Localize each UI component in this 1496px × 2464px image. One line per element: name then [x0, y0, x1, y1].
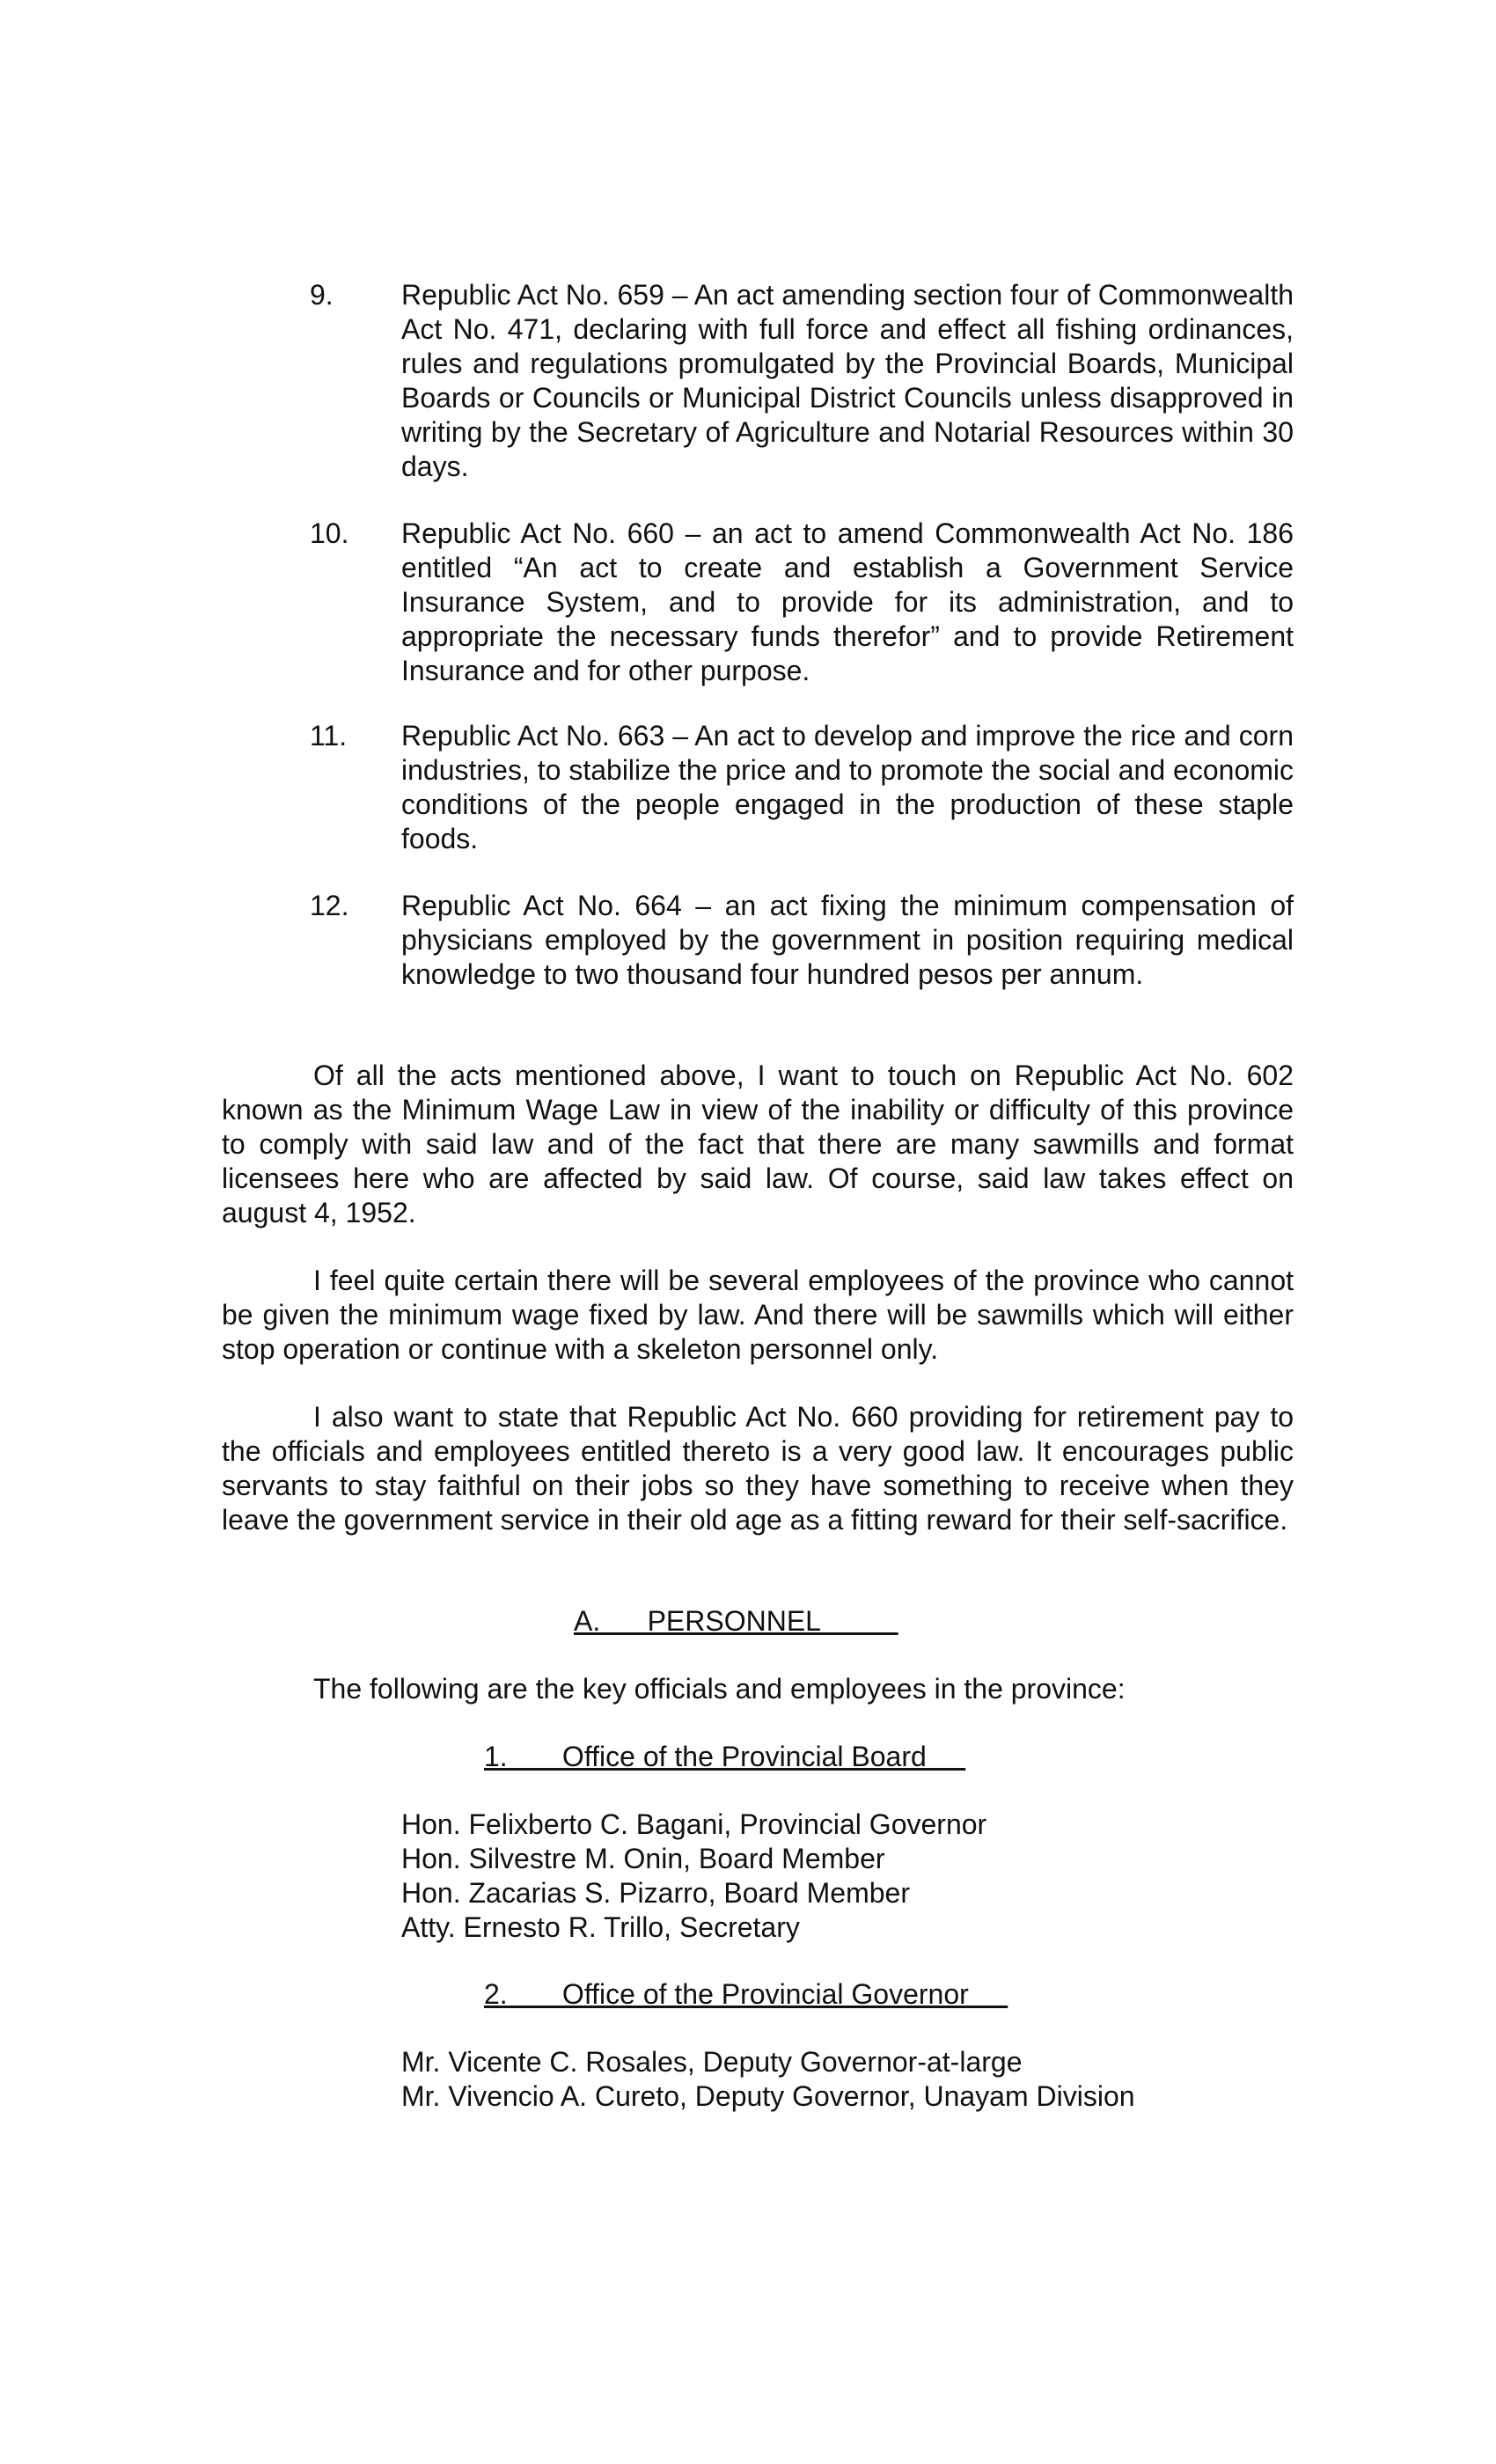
list-item-9: [310, 278, 1294, 484]
list-item-number: 9.: [310, 279, 334, 311]
personnel-intro: The following are the key officials and employees in the province:: [313, 1673, 1126, 1705]
paragraph-retirement: I also want to state that Republic Act No. 660 providing for retirement pay to the officials and employees entitled thereto is a very good law. It encourages public servants to stay faithful on their jobs so they have something to receive when they leave the government service in their old age as a fitting reward for their self-sacrifice.: [222, 1401, 1294, 1536]
section-heading-personnel: A. PERSONNEL: [574, 1605, 898, 1637]
provincial-board-list: [401, 1808, 1281, 1945]
list-item-number: 12.: [310, 890, 349, 921]
list-item-number: 10.: [310, 517, 349, 549]
official-name: Atty. Ernesto R. Trillo, Secretary: [401, 1911, 800, 1943]
official-name: Mr. Vivencio A. Cureto, Deputy Governor, Unayam Division: [401, 2080, 1135, 2112]
subheading-provincial-board: 1. Office of the Provincial Board: [484, 1741, 966, 1772]
paragraph-employees: I feel quite certain there will be several employees of the province who cannot be given the minimum wage fixed by law. And there will be sawmills which will either stop operation or continue with a skeleton personnel only.: [222, 1265, 1294, 1365]
official-name: Mr. Vicente C. Rosales, Deputy Governor-at-large: [401, 2046, 1023, 2078]
list-item-text: Republic Act No. 660 – an act to amend Commonwealth Act No. 186 entitled “An act to create and establish a Government Service Insurance System, and to provide for its administration, and to appropriate the necessary funds therefor” and to provide Retirement Insurance and for other purpose.: [401, 517, 1294, 686]
official-name: Hon. Silvestre M. Onin, Board Member: [401, 1843, 885, 1874]
list-item-text: Republic Act No. 659 – An act amending section four of Commonwealth Act No. 471, declaring with full force and effect all fishing ordinances, rules and regulations promulgated by the Provincial Boards, Municipal Boards or Councils or Municipal District Councils unless disapproved in writing by the Secretary of Agriculture and Notarial Resources within 30 days.: [401, 279, 1294, 482]
list-item-10: [310, 517, 1294, 688]
provincial-governor-list: [401, 2045, 1281, 2114]
list-item-text: Republic Act No. 664 – an act fixing the minimum compensation of physicians employed by the government in position requiring medical knowledge to two thousand four hundred pesos per annum.: [401, 890, 1294, 990]
paragraph-minimum-wage: Of all the acts mentioned above, I want to touch on Republic Act No. 602 known as the Minimum Wage Law in view of the inability or difficulty of this province to comply with said law and of the fact that there are many sawmills and format licensees here who are affected by said law. Of course, said law takes effect on august 4, 1952.: [222, 1060, 1294, 1228]
official-name: Hon. Felixberto C. Bagani, Provincial Governor: [401, 1808, 987, 1840]
official-name: Hon. Zacarias S. Pizarro, Board Member: [401, 1877, 910, 1909]
list-item-number: 11.: [310, 720, 348, 752]
list-item-text: Republic Act No. 663 – An act to develop and improve the rice and corn industries, to stabilize the price and to promote the social and economic conditions of the people engaged in the production of these staple foods.: [401, 720, 1294, 854]
list-item-11: [310, 719, 1294, 856]
subheading-provincial-governor: 2. Office of the Provincial Governor: [484, 1978, 1008, 2010]
list-item-12: [310, 889, 1294, 992]
